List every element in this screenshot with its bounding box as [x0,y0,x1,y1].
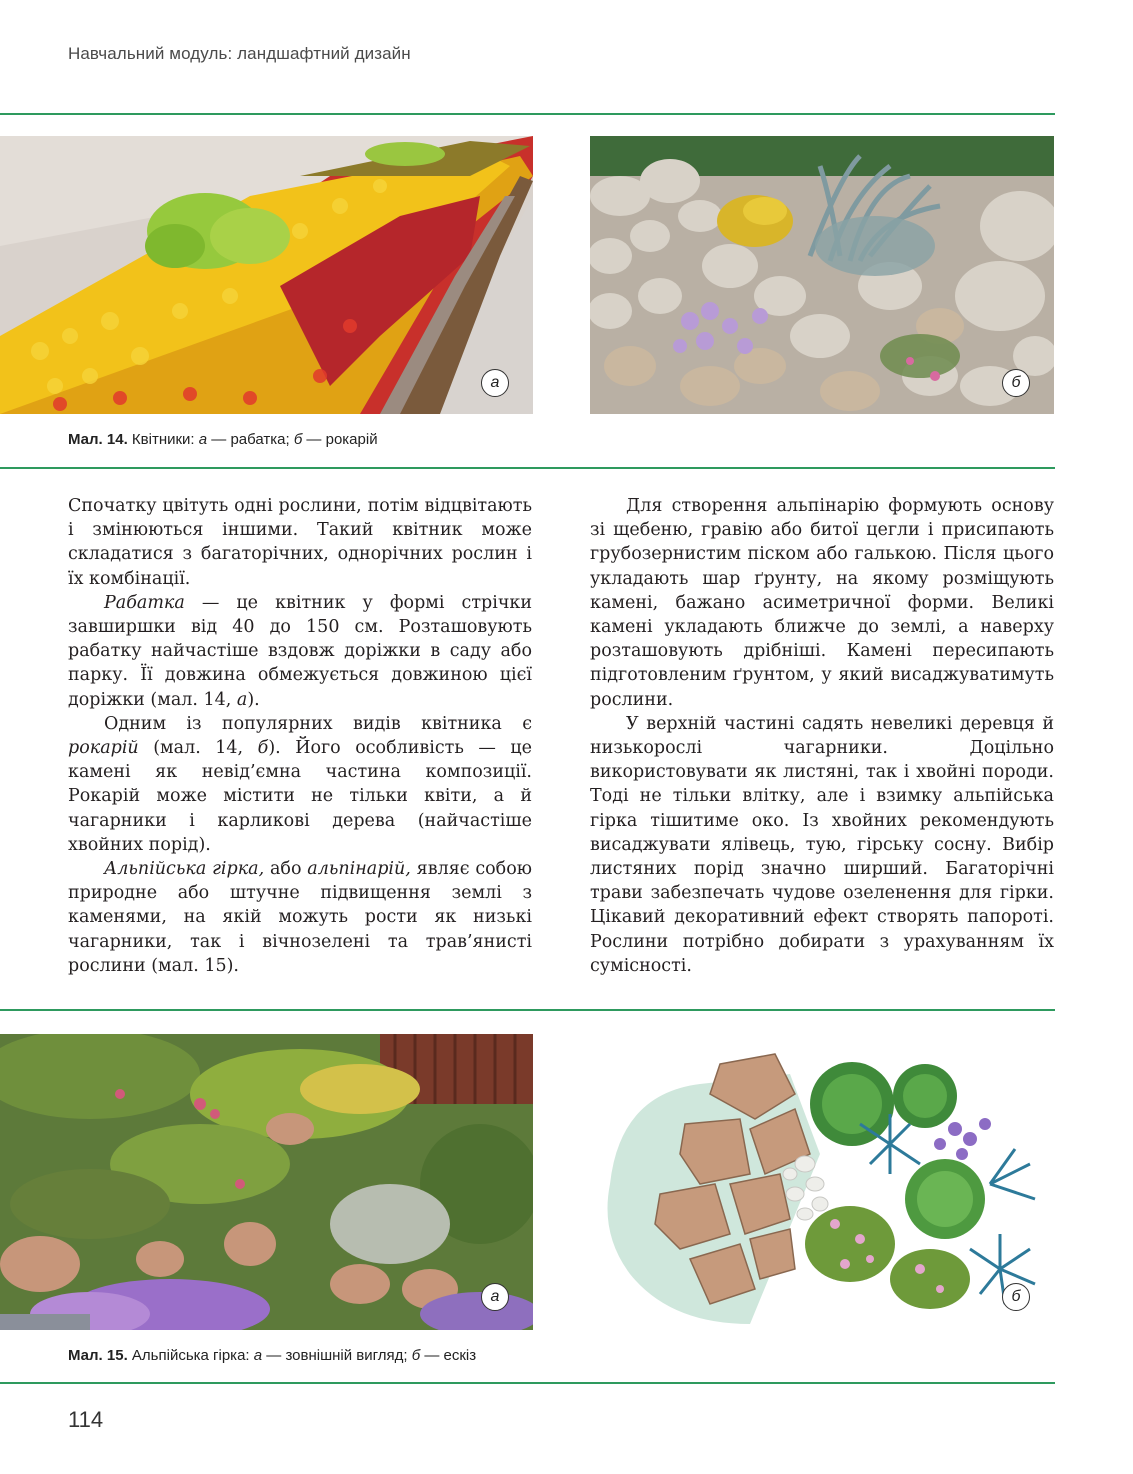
figure-15-caption-sep2: — ескіз [420,1347,477,1364]
figure-14-caption-sep2: — рокарій [302,431,378,448]
right-text-column [590,494,1054,978]
photo-rabatka [0,136,533,414]
left-paragraph-2-end: ). [247,689,260,710]
term-alpinarium: альпінарій, [307,859,411,880]
left-paragraph-2-text: — це квітник у формі стрічки завширшки від 40 до 150 см. Розташовують рабатку найчастіше вздовж доріжки в саду або парку. Її довжина обмежується довжиною цієї доріжки (мал. 14, [68,592,532,710]
figure-14-caption-b: б [293,431,303,448]
left-paragraph-4 [68,857,532,978]
figure-15-caption-a: а [253,1347,263,1364]
left-paragraph-4-text: або [264,859,308,880]
left-paragraph-1: Спочатку цвітуть одні рослини, потім відцвітають і змінюються іншими. Такий квітник може складатися з багаторічних, однорічних рослин і їх комбінації. [68,496,532,589]
figure-14-caption-number: Мал. 14. [68,431,128,448]
left-paragraph-3-text-2: (мал. 14, [138,738,258,759]
term-rockery: рокарій [68,738,139,759]
figure-15-caption-b: б [411,1347,421,1364]
figure-14-badge-b: б [1002,369,1030,397]
left-paragraph-3-ref: б [257,738,269,759]
figure-15-caption-text: Альпійська гірка: [127,1347,254,1364]
figure-14-caption [68,431,378,448]
left-text-column [68,494,532,978]
left-paragraph-2 [68,591,532,712]
figure-14-caption-text: Квітники: [127,431,199,448]
running-title: Навчальний модуль: ландшафтний дизайн [68,44,411,63]
figure-14-caption-sep1: — рабатка; [207,431,294,448]
rule-before-figure-15 [0,1009,1055,1011]
figure-14-caption-a: а [198,431,208,448]
header-rule [0,113,1055,115]
photo-alpine-hill [0,1034,533,1330]
sketch-alpine-hill [590,1034,1054,1330]
figure-15-caption [68,1347,476,1364]
figure-15-badge-b: б [1002,1283,1030,1311]
page-number: 114 [68,1407,104,1432]
left-paragraph-3-text-3: ). Його особливість — це камені як невід’ємна частина композиції. Рокарій може містити не тільки квіти, а й чагарники і карликові дерева (найчастіше хвойних порід). [68,738,532,855]
right-paragraph-1: Для створення альпінарію формують основу зі щебеню, гравію або битої цегли і присипають грубозернистим піском або галькою. Після цього укладають шар ґрунту, на якому розміщують камені, бажано асиметричної форми. Великі камені укладають ближче до землі, а наверху розташовують дрібніші. Камені пересипають підготовленим ґрунтом, у який висаджуватимуть рослини. [590,496,1054,710]
left-paragraph-4-text-2: являє собою природне або штучне підвищення землі з каменями, на якій можуть рости як низькі чагарники, так і вічнозелені та трав’янисті рослини (мал. 15). [68,859,532,976]
figure-15-caption-number: Мал. 15. [68,1347,128,1364]
left-paragraph-2-ref: а [236,689,248,710]
figure-14-badge-a: а [481,369,509,397]
rule-after-figure-14 [0,467,1055,469]
photo-rockery [590,136,1054,414]
term-alpine-hill: Альпійська гірка, [104,859,265,880]
footer-rule [0,1382,1055,1384]
left-paragraph-3-text: Одним із популярних видів квітника є [104,713,532,734]
term-rabatka: Рабатка [104,592,185,613]
figure-15-badge-a: а [481,1283,509,1311]
right-paragraph-2: У верхній частині садять невеликі деревця й низькорослі чагарники. Доцільно використовувати як листяні, так і хвойні породи. Тоді не тільки влітку, але і взимку альпійська гірка тішитиме око. Із хвойних рекомендують висаджувати ялівець, тую, гірську сосну. Вибір листяних порід значно ширший. Багаторічні трави забезпечать чудове озеленення для гірки. Цікавий декоративний ефект створять папороті. Рослини потрібно добирати з урахуванням їх сумісності. [590,713,1054,976]
left-paragraph-3 [68,712,532,857]
figure-15-caption-sep1: — зовнішній вигляд; [262,1347,412,1364]
